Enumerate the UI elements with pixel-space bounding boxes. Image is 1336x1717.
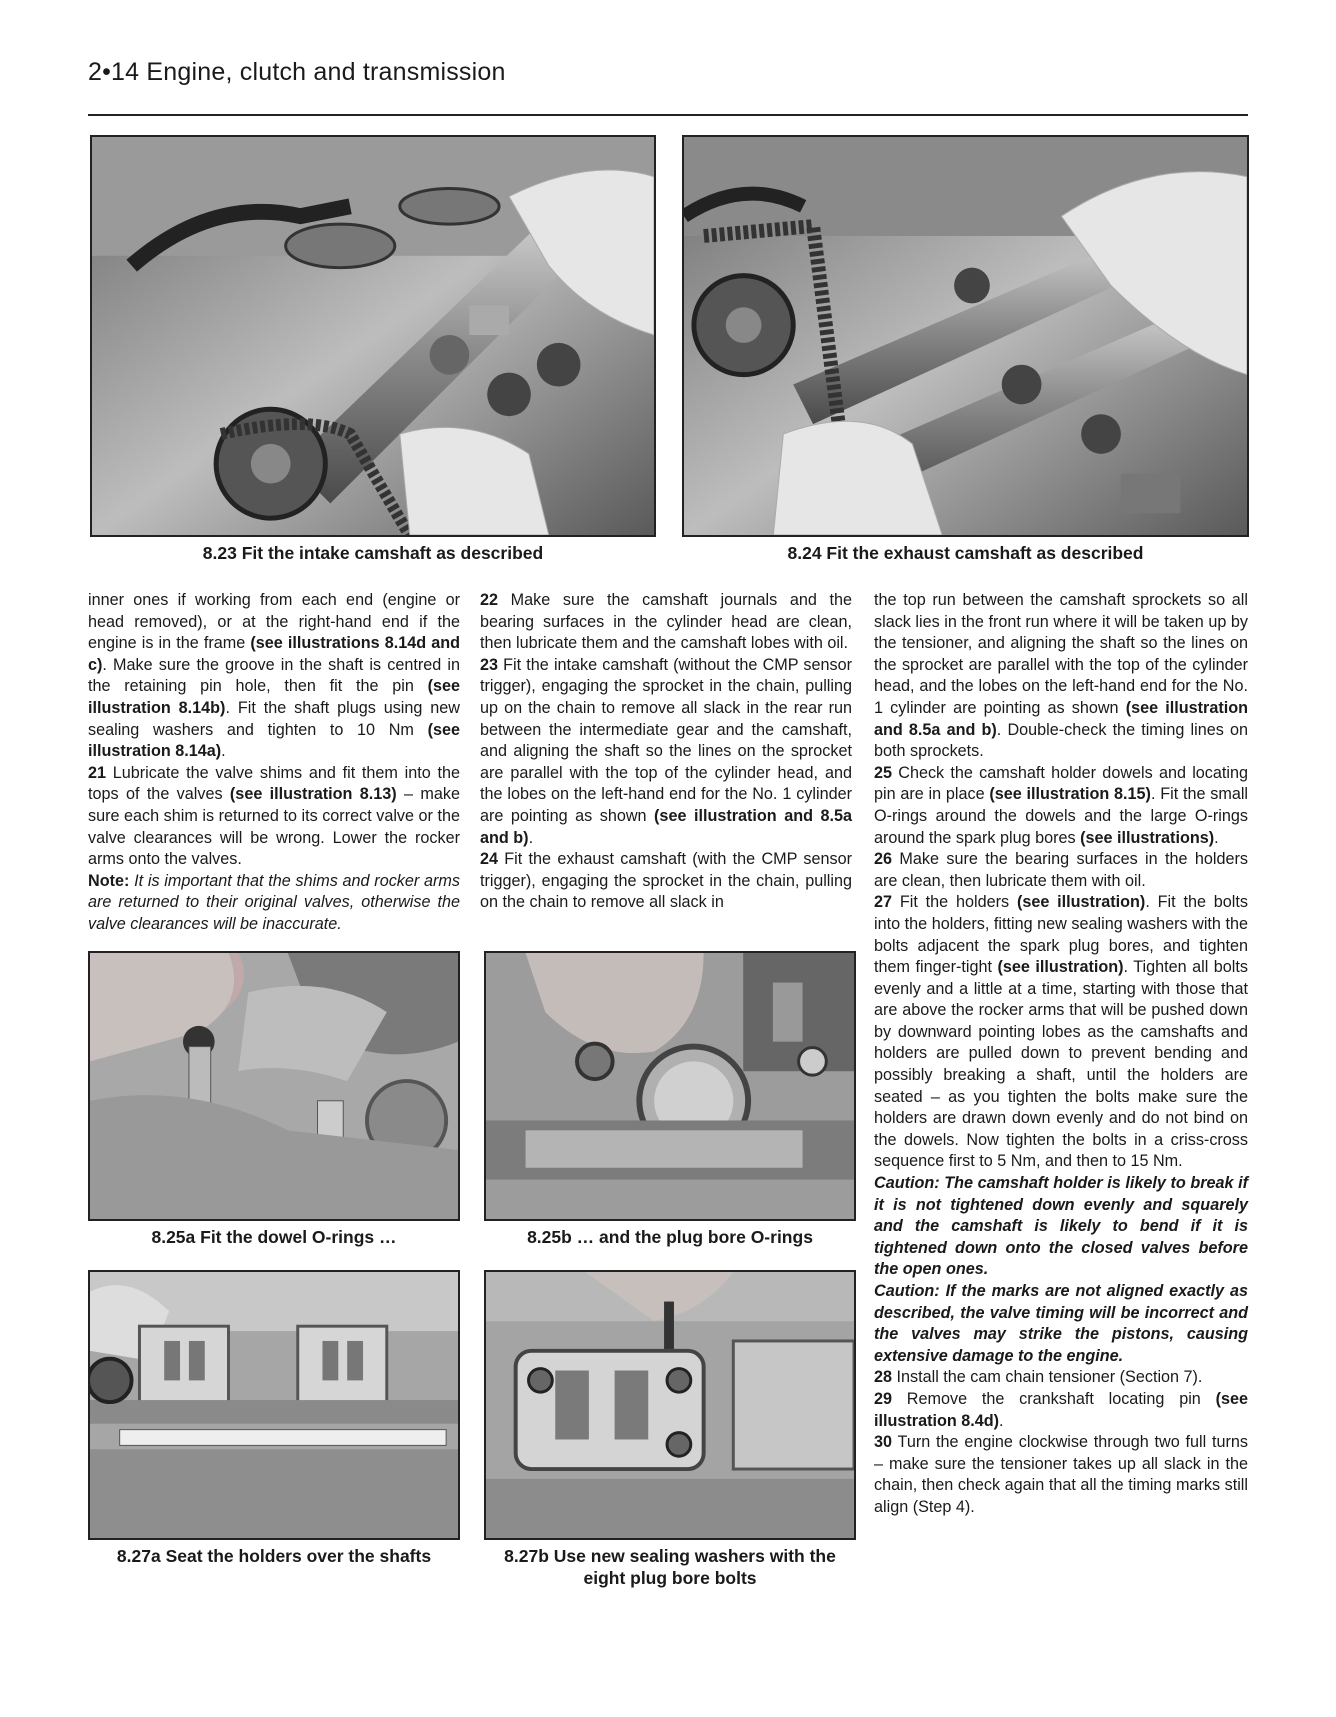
photo-exhaust-camshaft (682, 135, 1249, 537)
caption-8-27a: 8.27a Seat the holders over the shafts (116, 1546, 432, 1566)
caption-8-24: 8.24 Fit the exhaust camshaft as described (787, 543, 1144, 563)
text-column-3 (874, 590, 1248, 1519)
header-rule (88, 114, 1248, 116)
step-28 (874, 1367, 1248, 1389)
text: Lubricate the valve shims and fit them into the tops of the valves (88, 763, 460, 804)
note-label: Note: (88, 871, 130, 890)
text: . Fit the bolts into the holders, fitting new sealing washers with the bolts adjacent the spark plug bores, and tighten them finger-tight (874, 893, 1248, 977)
text: Fit the holders (892, 893, 1017, 912)
photo-sealing-washers (484, 1270, 856, 1540)
text: Check the camshaft holder dowels and locating pin are in place (874, 763, 1248, 804)
caution-holder: Caution: The camshaft holder is likely to break if it is not tightened down evenly and squarely and the camshaft is likely to bend if it is tightened down onto the closed valves before the open ones. (874, 1174, 1248, 1279)
photo-plug-bore-o-rings (484, 951, 856, 1221)
step-25 (874, 763, 1248, 849)
illustration-ref: (see illustration 8.14b) (88, 677, 460, 717)
text: Fit the intake camshaft (without the CMP sensor trigger), engaging the sprocket in the chain, pulling up on the chain to remove all slack in the rear run between the intermediate gear and the camshaft, and aligning the shaft so the lines on the sprocket are parallel with the top of the cylinder head, and the lobes on the left-hand end for the No. 1 cylinder are pointing as shown (480, 655, 852, 825)
illustration-ref: (see illustration) (1016, 893, 1146, 912)
text: . (221, 742, 226, 761)
photo-seat-holders (88, 1270, 460, 1540)
illustration-ref: (see illustration) (997, 958, 1124, 977)
illustration-ref: (see illustration and 8.5a and b) (480, 806, 853, 847)
illustration-ref: (see illustration 8.4d) (874, 1389, 1248, 1430)
page-number: 2•14 (88, 58, 140, 86)
note-text: It is important that the shims and rocker arms are returned to their original valves, otherwise the valve clearances will be inaccurate. (88, 871, 460, 933)
text: . (1214, 828, 1219, 847)
text: . Fit the shaft plugs using new sealing washers and tighten to 10 Nm (88, 698, 461, 739)
text: – make sure each shim is returned to its correct valve or the valve clearances will be wrong. Lower the rocker arms onto the valves. (88, 785, 460, 869)
step-number: 22 (480, 591, 499, 609)
illustration-ref: (see illustration 8.14a) (88, 720, 460, 761)
step-number: 30 (874, 1433, 893, 1452)
caution-timing: Caution: If the marks are not aligned exactly as described, the valve timing will be incorrect and the valves may strike the pistons, causing extensive damage to the engine. (874, 1282, 1248, 1365)
step-number: 25 (874, 763, 893, 782)
step-number: 23 (480, 655, 499, 674)
text: Make sure the bearing surfaces in the holders are clean, then lubricate them with oil. (874, 850, 1248, 890)
illustration-ref: (see illustrations) (1080, 828, 1215, 847)
chapter-title: Engine, clutch and transmission (146, 58, 506, 86)
caption-8-25a: 8.25a Fit the dowel O-rings … (151, 1227, 397, 1247)
step-number: 28 (874, 1368, 893, 1387)
step-22 (480, 590, 852, 655)
note (88, 871, 460, 936)
caption-8-23: 8.23 Fit the intake camshaft as described (202, 543, 544, 563)
text: Fit the exhaust camshaft (with the CMP sensor trigger), engaging the sprocket in the chain, pulling on the chain to remove all slack in (480, 850, 852, 912)
text: Make sure the camshaft journals and the bearing surfaces in the cylinder head are clean, then lubricate them and the camshaft lobes with oil. (480, 591, 852, 653)
illustration-ref: (see illustration 8.13) (229, 785, 397, 804)
illustration-ref: (see illustration 8.15) (989, 785, 1151, 804)
text: inner ones if working from each end (engine or head removed), or at the right-hand end if the engine is in the frame (88, 591, 460, 653)
step-23 (480, 655, 852, 849)
step-number: 24 (480, 850, 499, 869)
step-30 (874, 1432, 1248, 1518)
caption-line: 8.27b Use new sealing washers with the (504, 1546, 836, 1566)
illustration-ref: (see illustrations 8.14d and c) (88, 634, 460, 674)
text: . Double-check the timing lines on both sprockets. (874, 720, 1248, 761)
step-number: 29 (874, 1389, 893, 1408)
paragraph-continued (874, 590, 1248, 763)
step-24 (480, 849, 852, 914)
text: . (999, 1411, 1004, 1430)
step-number: 27 (874, 893, 893, 912)
step-number: 26 (874, 850, 893, 869)
text-column-1 (88, 590, 460, 936)
text-column-2 (480, 590, 852, 914)
text: . (528, 828, 534, 847)
text: . Make sure the groove in the shaft is centred in the retaining pin hole, then fit the pin (88, 655, 460, 696)
text: Install the cam chain tensioner (Section 7). (892, 1368, 1203, 1387)
step-27 (874, 892, 1248, 1173)
text: . Fit the small O-rings around the dowels and the large O-rings around the spark plug bores (874, 785, 1249, 847)
text: . Tighten all bolts evenly and a little at a time, starting with those that are above the rocker arms that will be pushed down by downward pointing lobes as the camshafts and holders are pulled down to prevent bending and possibly breaking a shaft, until the holders are seated – as you tighten the bolts make sure the holders are drawn down evenly and do not bind on the dowels. Now tighten the bolts in a criss-cross sequence first to 5 Nm, and then to 15 Nm. (874, 958, 1248, 1171)
photo-dowel-o-rings (88, 951, 460, 1221)
caption-line: eight plug bore bolts (583, 1568, 757, 1588)
caption-8-25b: 8.25b … and the plug bore O-rings (527, 1227, 813, 1247)
step-29 (874, 1389, 1248, 1432)
caption-8-27b (484, 1545, 856, 1589)
page-header (88, 58, 506, 87)
step-number: 21 (88, 763, 107, 782)
paragraph-continued (88, 590, 460, 763)
step-26 (874, 849, 1248, 892)
text: Turn the engine clockwise through two full turns – make sure the tensioner takes up all slack in the chain, then check again that all the timing marks still align (Step 4). (874, 1433, 1248, 1516)
step-21 (88, 763, 460, 871)
illustration-ref: (see illustration and 8.5a and b) (874, 698, 1248, 739)
photo-intake-camshaft (90, 135, 656, 537)
text: the top run between the camshaft sprockets so all slack lies in the front run where it will be taken up by the tensioner, and aligning the shaft so the lines on the sprocket are parallel with the top of the cylinder head, and the lobes on the left-hand end for the No. 1 cylinder are pointing as shown (874, 591, 1248, 717)
text: Remove the crankshaft locating pin (892, 1389, 1216, 1408)
